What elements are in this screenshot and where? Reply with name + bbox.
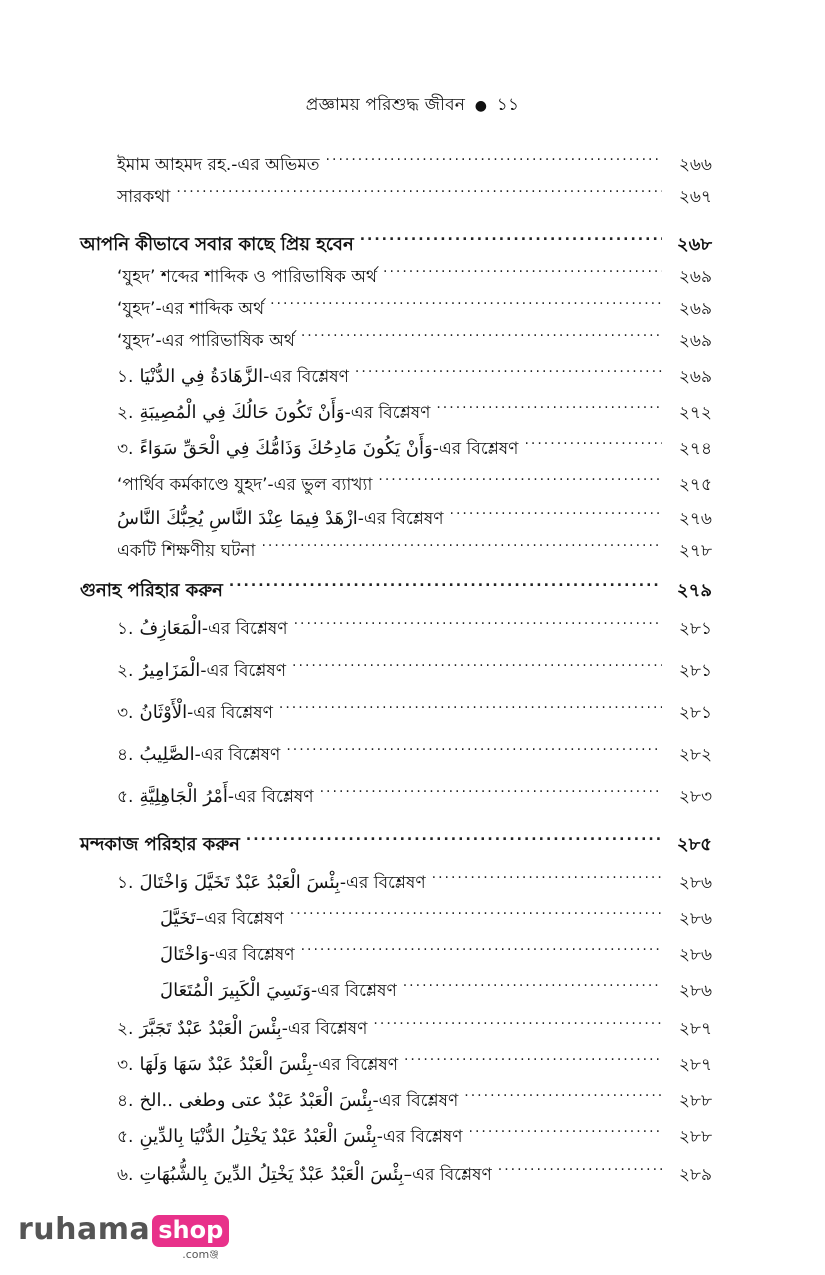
dot-leader <box>301 316 662 346</box>
entry-number: ৬. <box>117 1165 134 1185</box>
toc-entry <box>117 1004 712 1039</box>
dot-leader <box>450 494 662 524</box>
entry-number: ৩. <box>117 439 134 459</box>
entry-arabic-text: بِئْسَ الْعَبْدُ عَبْدٌ تَجَبَّرَ <box>139 1018 282 1039</box>
dot-leader <box>279 688 662 718</box>
toc-section-entry <box>80 820 712 855</box>
entry-page-number: ২৮৬ <box>678 981 712 1001</box>
dot-leader <box>464 1076 662 1106</box>
entry-page-number: ২৬৮ <box>676 234 712 255</box>
dot-leader <box>355 352 662 382</box>
entry-label: -এর বিশ্লেষণ <box>194 745 281 765</box>
dot-leader <box>292 646 662 676</box>
entry-page-number: ২৭৪ <box>678 439 712 459</box>
running-header <box>0 92 825 120</box>
entry-page-number: ২৭২ <box>678 403 712 423</box>
entry-arabic-text: بِئْسَ الْعَبْدُ عَبْدٌ تَخَيَّلَ وَاخْتَالَ <box>139 872 340 893</box>
entry-number: ১. <box>117 873 134 893</box>
entry-number: ৪. <box>117 1091 134 1111</box>
toc-entry <box>117 424 712 459</box>
entry-label: -এর বিশ্লেষণ <box>200 661 287 681</box>
entry-page-number: ২৭৬ <box>678 509 712 529</box>
dot-leader <box>270 284 662 314</box>
entry-page-number: ২৭৮ <box>678 541 712 561</box>
entry-page-number: ২৮৫ <box>676 834 712 855</box>
entry-arabic-text: تَخَيَّلَ <box>160 908 196 929</box>
entry-label: -এর বিশ্লেষণ <box>432 439 519 459</box>
dot-leader <box>373 1004 662 1034</box>
dot-leader <box>286 730 662 760</box>
entry-number: ৫. <box>117 787 134 807</box>
entry-arabic-text: ازْهَدْ فِيمَا عِنْدَ النَّاسِ يُحِبُّكَ النَّاسُ <box>117 508 358 529</box>
entry-arabic-text: الزَّهَادَةُ فِي الدُّنْيَا <box>139 366 264 387</box>
entry-label: ‘পার্থিব কর্মকাণ্ডে যুহদ’-এর ভুল ব্যাখ্যা <box>117 475 373 495</box>
entry-arabic-text: وَأَنْ يَكُونَ مَادِحُكَ وَذَامُّكَ فِي الْحَقِّ سَوَاءً <box>139 438 433 459</box>
entry-page-number: ২৮৮ <box>678 1127 712 1147</box>
entry-page-number: ২৮১ <box>678 619 712 639</box>
toc-entry <box>117 730 712 765</box>
entry-label: সারকথা <box>117 187 171 207</box>
dot-leader <box>261 526 662 556</box>
entry-label: -এর বিশ্লেষণ <box>311 981 397 1001</box>
entry-label: ‘যুহদ’ শব্দের শাব্দিক ও পারিভাষিক অর্থ <box>117 267 377 287</box>
dot-leader <box>290 894 662 924</box>
toc-entry <box>117 688 712 723</box>
entry-number: ১. <box>117 619 134 639</box>
toc-section-entry <box>80 566 712 601</box>
dot-leader <box>360 220 662 250</box>
entry-page-number: ২৮১ <box>678 703 712 723</box>
toc-entry <box>160 894 712 929</box>
entry-arabic-text: الصَّلِيبُ <box>139 744 195 765</box>
toc-entry <box>117 1150 712 1185</box>
entry-arabic-text: بِئْسَ الْعَبْدُ عَبْدٌ يَخْتِلُ الدُّنْيَا بِالدِّينِ <box>139 1126 377 1147</box>
dot-leader <box>294 604 662 634</box>
entry-label: -এর বিশ্লেষণ <box>339 873 426 893</box>
dot-leader <box>229 566 662 596</box>
logo-text-ruhama: ruhama <box>18 1212 151 1247</box>
toc-section-entry <box>80 220 712 255</box>
page-number: ১১ <box>496 95 520 115</box>
toc-entry <box>117 460 712 495</box>
entry-page-number: ২৮৮ <box>678 1091 712 1111</box>
entry-page-number: ২৭৯ <box>676 580 712 601</box>
dot-leader <box>404 1040 662 1070</box>
dot-leader <box>432 858 662 888</box>
entry-page-number: ২৬৯ <box>678 367 712 387</box>
dot-leader <box>326 140 662 170</box>
entry-page-number: ২৬৭ <box>678 187 712 207</box>
book-title: প্রজ্ঞাময় পরিশুদ্ধ জীবন <box>305 95 466 115</box>
entry-page-number: ২৬৯ <box>678 299 712 319</box>
entry-arabic-text: وَاخْتَالَ <box>160 944 209 965</box>
entry-arabic-text: الْأَوْثَانُ <box>139 702 188 723</box>
entry-label: -এর বিশ্লেষণ <box>372 1091 459 1111</box>
entry-label: ‘যুহদ’-এর পারিভাষিক অর্থ <box>117 331 295 351</box>
entry-label: আপনি কীভাবে সবার কাছে প্রিয় হবেন <box>80 234 354 255</box>
toc-entry <box>117 388 712 423</box>
entry-page-number: ২৬৯ <box>678 331 712 351</box>
entry-label: -এর বিশ্লেষণ <box>357 509 444 529</box>
logo-text-com: .comঞ্জ <box>182 1248 219 1261</box>
entry-label: -এর বিশ্লেষণ <box>263 367 349 387</box>
entry-number: ১. <box>117 367 134 387</box>
entry-label: -এর বিশ্লেষণ <box>344 403 431 423</box>
toc-entry <box>117 1112 712 1147</box>
entry-page-number: ২৮৬ <box>678 873 712 893</box>
entry-arabic-text: الْمَزَامِيرُ <box>139 660 201 681</box>
dot-leader <box>469 1112 662 1142</box>
entry-label: -এর বিশ্লেষণ <box>208 945 295 965</box>
toc-entry <box>160 966 712 1001</box>
toc-entry <box>117 140 712 175</box>
dot-leader <box>403 966 662 996</box>
entry-page-number: ২৮৬ <box>678 909 712 929</box>
dot-leader <box>378 460 662 490</box>
entry-label: ইমাম আহমদ রহ.-এর অভিমত <box>117 155 320 175</box>
entry-page-number: ২৮৩ <box>678 787 712 807</box>
entry-page-number: ২৬৯ <box>678 267 712 287</box>
entry-number: ২. <box>117 1019 134 1039</box>
toc-entry <box>117 352 712 387</box>
entry-arabic-text: الْمَعَازِفُ <box>139 618 202 639</box>
entry-label: -এর বিশ্লেষণ <box>376 1127 463 1147</box>
dot-leader <box>436 388 662 418</box>
entry-label: -এর বিশ্লেষণ <box>281 1019 368 1039</box>
entry-label: -এর বিশ্লেষণ <box>201 619 288 639</box>
toc-entry <box>117 604 712 639</box>
entry-label: মন্দকাজ পরিহার করুন <box>80 834 240 855</box>
entry-page-number: ২৮২ <box>678 745 712 765</box>
logo-text-shop: shop <box>152 1215 229 1247</box>
dot-leader <box>301 930 662 960</box>
toc-entry <box>117 316 712 351</box>
entry-label: একটি শিক্ষণীয় ঘটনা <box>117 541 256 561</box>
toc-entry <box>117 1040 712 1075</box>
entry-arabic-text: وَنَسِيَ الْكَبِيرَ الْمُتَعَالَ <box>160 980 311 1001</box>
entry-label: ‘যুহদ’-এর শাব্দিক অর্থ <box>117 299 265 319</box>
entry-page-number: ২৮১ <box>678 661 712 681</box>
dot-leader <box>176 172 662 202</box>
entry-page-number: ২৮৬ <box>678 945 712 965</box>
toc-entry <box>117 772 712 807</box>
entry-page-number: ২৮৯ <box>678 1165 712 1185</box>
entry-arabic-text: بِئْسَ الْعَبْدُ عَبْدٌ عتى وطغى ..الخ <box>139 1090 373 1111</box>
dot-leader <box>383 252 662 282</box>
toc-entry <box>117 284 712 319</box>
entry-page-number: ২৬৬ <box>678 155 712 175</box>
entry-arabic-text: بِئْسَ الْعَبْدُ عَبْدٌ يَخْتِلُ الدِّينَ بِالشُّبُهَاتِ <box>139 1164 404 1185</box>
entry-number: ৫. <box>117 1127 134 1147</box>
toc-entry <box>117 646 712 681</box>
entry-number: ২. <box>117 403 134 423</box>
entry-label: -এর বিশ্লেষণ <box>187 703 273 723</box>
entry-arabic-text: أَمْرُ الْجَاهِلِيَّةِ <box>139 786 228 807</box>
entry-page-number: ২৭৫ <box>678 475 712 495</box>
bullet-separator: ● <box>474 98 488 114</box>
entry-label: -এর বিশ্লেষণ <box>312 1055 398 1075</box>
entry-page-number: ২৮৭ <box>678 1055 712 1075</box>
toc-entry <box>160 930 712 965</box>
toc-entry <box>117 526 712 561</box>
entry-page-number: ২৮৭ <box>678 1019 712 1039</box>
toc-entry <box>117 172 712 207</box>
entry-arabic-text: بِئْسَ الْعَبْدُ عَبْدٌ سَهَا وَلَهَا <box>139 1054 313 1075</box>
entry-number: ২. <box>117 661 134 681</box>
entry-label: গুনাহ পরিহার করুন <box>80 580 223 601</box>
dot-leader <box>320 772 662 802</box>
entry-label: –এর বিশ্লেষণ <box>403 1165 492 1185</box>
dot-leader <box>524 424 662 454</box>
entry-number: ৩. <box>117 703 134 723</box>
entry-label: –এর বিশ্লেষণ <box>195 909 284 929</box>
toc-entry <box>117 858 712 893</box>
dot-leader <box>246 820 662 850</box>
toc-entry <box>117 1076 712 1111</box>
entry-number: ৪. <box>117 745 134 765</box>
toc-entry <box>117 252 712 287</box>
toc-entry <box>117 494 712 529</box>
entry-arabic-text: وَأَنْ تَكُونَ حَالُكَ فِي الْمُصِيبَةِ <box>139 402 345 423</box>
entry-number: ৩. <box>117 1055 134 1075</box>
entry-label: -এর বিশ্লেষণ <box>227 787 314 807</box>
dot-leader <box>498 1150 662 1180</box>
ruhamashop-logo <box>18 1212 229 1261</box>
